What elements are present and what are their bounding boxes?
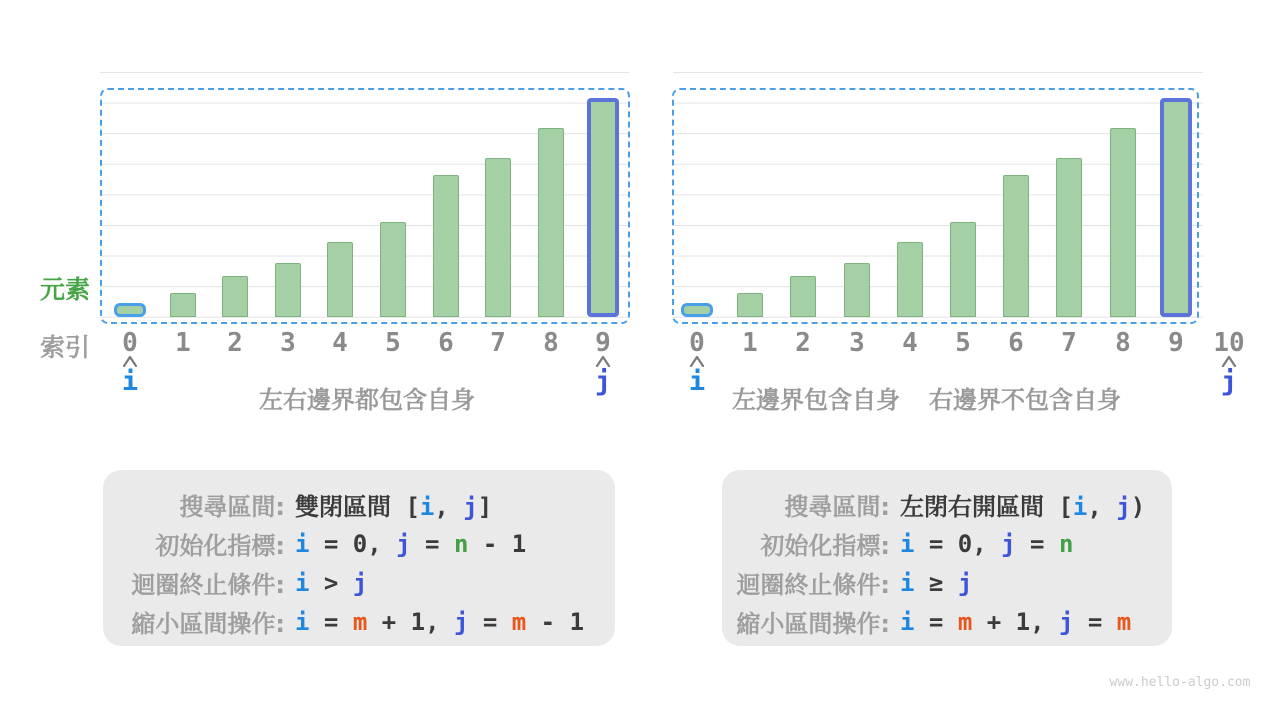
index-label-7: 7: [1061, 328, 1077, 358]
half-open-interval-dashed-range: [672, 88, 1199, 324]
code-segment-j: j: [1058, 607, 1074, 636]
index-label-0: 0: [122, 328, 138, 358]
code-segment-j: j: [396, 529, 411, 558]
half-open-right-caption: 右邊界不包含自身: [929, 386, 1121, 414]
code-segment-dark: 左閉右開區間 [: [900, 493, 1073, 521]
code-segment-j: j: [957, 568, 973, 597]
code-segment-i: i: [1072, 493, 1088, 521]
code-segment-dark: ,: [1087, 493, 1117, 521]
index-label-4: 4: [332, 328, 348, 358]
code-segment-j: j: [1116, 493, 1131, 521]
pointer-i-label: i: [121, 366, 139, 397]
index-label-10: 10: [1213, 328, 1245, 358]
code-segment-dark: =: [1015, 529, 1059, 558]
half-open-left-caption: 左邊界包含自身: [732, 386, 900, 414]
code-segment-i: i: [900, 529, 915, 558]
index-label-5: 5: [385, 328, 401, 358]
code-segment-dark: ): [1130, 493, 1146, 521]
formula-row: [722, 485, 1172, 524]
formula-row-code: [295, 530, 526, 558]
code-segment-dark: + 1,: [972, 607, 1059, 636]
code-segment-dark: = 0,: [914, 529, 1002, 558]
code-segment-n: n: [1058, 529, 1074, 558]
code-segment-j: j: [463, 493, 478, 521]
closed-interval-caption: 左右邊界都包含自身: [259, 386, 475, 414]
index-label-6: 6: [438, 328, 454, 358]
code-segment-m: m: [957, 607, 973, 636]
code-segment-i: i: [900, 607, 915, 636]
code-segment-dark: ≥: [914, 568, 958, 597]
index-label-2: 2: [795, 328, 811, 358]
code-segment-i: i: [295, 529, 310, 558]
y-axis-label: 元素: [39, 275, 90, 304]
index-label-5: 5: [955, 328, 971, 358]
formula-row: [722, 563, 1172, 602]
code-segment-dark: 雙閉區間 [: [295, 493, 420, 521]
formula-row-code: [900, 530, 1073, 558]
code-segment-m: m: [511, 607, 527, 636]
formula-row-code: [900, 569, 972, 597]
half-open-interval-info-box: [722, 470, 1172, 646]
formula-row-label: 縮小區間操作:: [736, 610, 890, 638]
formula-row-label: 迴圈終止條件:: [736, 571, 890, 599]
code-segment-dark: - 1: [468, 529, 527, 558]
code-segment-dark: ]: [477, 493, 493, 521]
pointer-j-label: j: [594, 366, 612, 397]
index-label-2: 2: [227, 328, 243, 358]
code-segment-dark: =: [1073, 607, 1117, 636]
x-axis-label: 索引: [39, 333, 90, 362]
code-segment-i: i: [295, 607, 310, 636]
index-label-9: 9: [595, 328, 611, 358]
index-label-0: 0: [689, 328, 705, 358]
formula-row: [103, 563, 615, 602]
formula-row-label: 縮小區間操作:: [131, 610, 285, 638]
formula-row: [103, 524, 615, 563]
pointer-i-label: i: [688, 366, 706, 397]
formula-row-code: [900, 608, 1131, 636]
code-segment-dark: - 1: [526, 607, 585, 636]
index-label-4: 4: [902, 328, 918, 358]
code-segment-dark: =: [410, 529, 454, 558]
index-label-7: 7: [490, 328, 506, 358]
formula-row-code: [295, 608, 584, 636]
index-label-8: 8: [543, 328, 559, 358]
formula-row-code: [295, 569, 367, 597]
formula-row-code: [295, 487, 492, 522]
index-label-6: 6: [1008, 328, 1024, 358]
code-segment-dark: =: [309, 607, 353, 636]
pointer-j-label: j: [1220, 366, 1238, 397]
code-segment-dark: + 1,: [367, 607, 454, 636]
code-segment-i: i: [900, 568, 915, 597]
formula-row-label: 搜尋區間:: [179, 493, 285, 521]
pointer-i-marker: [100, 356, 160, 395]
formula-row: [722, 524, 1172, 563]
code-segment-m: m: [1116, 607, 1132, 636]
code-segment-dark: = 0,: [309, 529, 397, 558]
formula-row: [103, 602, 615, 641]
code-segment-j: j: [352, 568, 368, 597]
pointer-j-marker: [573, 356, 633, 395]
index-label-8: 8: [1115, 328, 1131, 358]
formula-row: [722, 602, 1172, 641]
watermark: www.hello-algo.com: [1109, 675, 1251, 690]
pointer-j-marker: [1199, 356, 1259, 395]
formula-row-label: 初始化指標:: [760, 532, 890, 560]
formula-row: [103, 485, 615, 524]
index-label-3: 3: [849, 328, 865, 358]
code-segment-m: m: [352, 607, 368, 636]
formula-row-label: 初始化指標:: [155, 532, 285, 560]
formula-row-label: 搜尋區間:: [784, 493, 890, 521]
closed-interval-dashed-range: [100, 88, 630, 324]
formula-row-label: 迴圈終止條件:: [131, 571, 285, 599]
code-segment-dark: =: [914, 607, 958, 636]
code-segment-j: j: [453, 607, 469, 636]
closed-interval-info-box: [103, 470, 615, 646]
code-segment-n: n: [453, 529, 469, 558]
index-label-9: 9: [1168, 328, 1184, 358]
code-segment-j: j: [1001, 529, 1016, 558]
code-segment-dark: ,: [434, 493, 464, 521]
code-segment-dark: >: [309, 568, 353, 597]
code-segment-i: i: [419, 493, 435, 521]
index-label-3: 3: [280, 328, 296, 358]
index-label-1: 1: [742, 328, 758, 358]
code-segment-i: i: [295, 568, 310, 597]
index-label-1: 1: [175, 328, 191, 358]
formula-row-code: [900, 487, 1145, 522]
code-segment-dark: =: [468, 607, 512, 636]
